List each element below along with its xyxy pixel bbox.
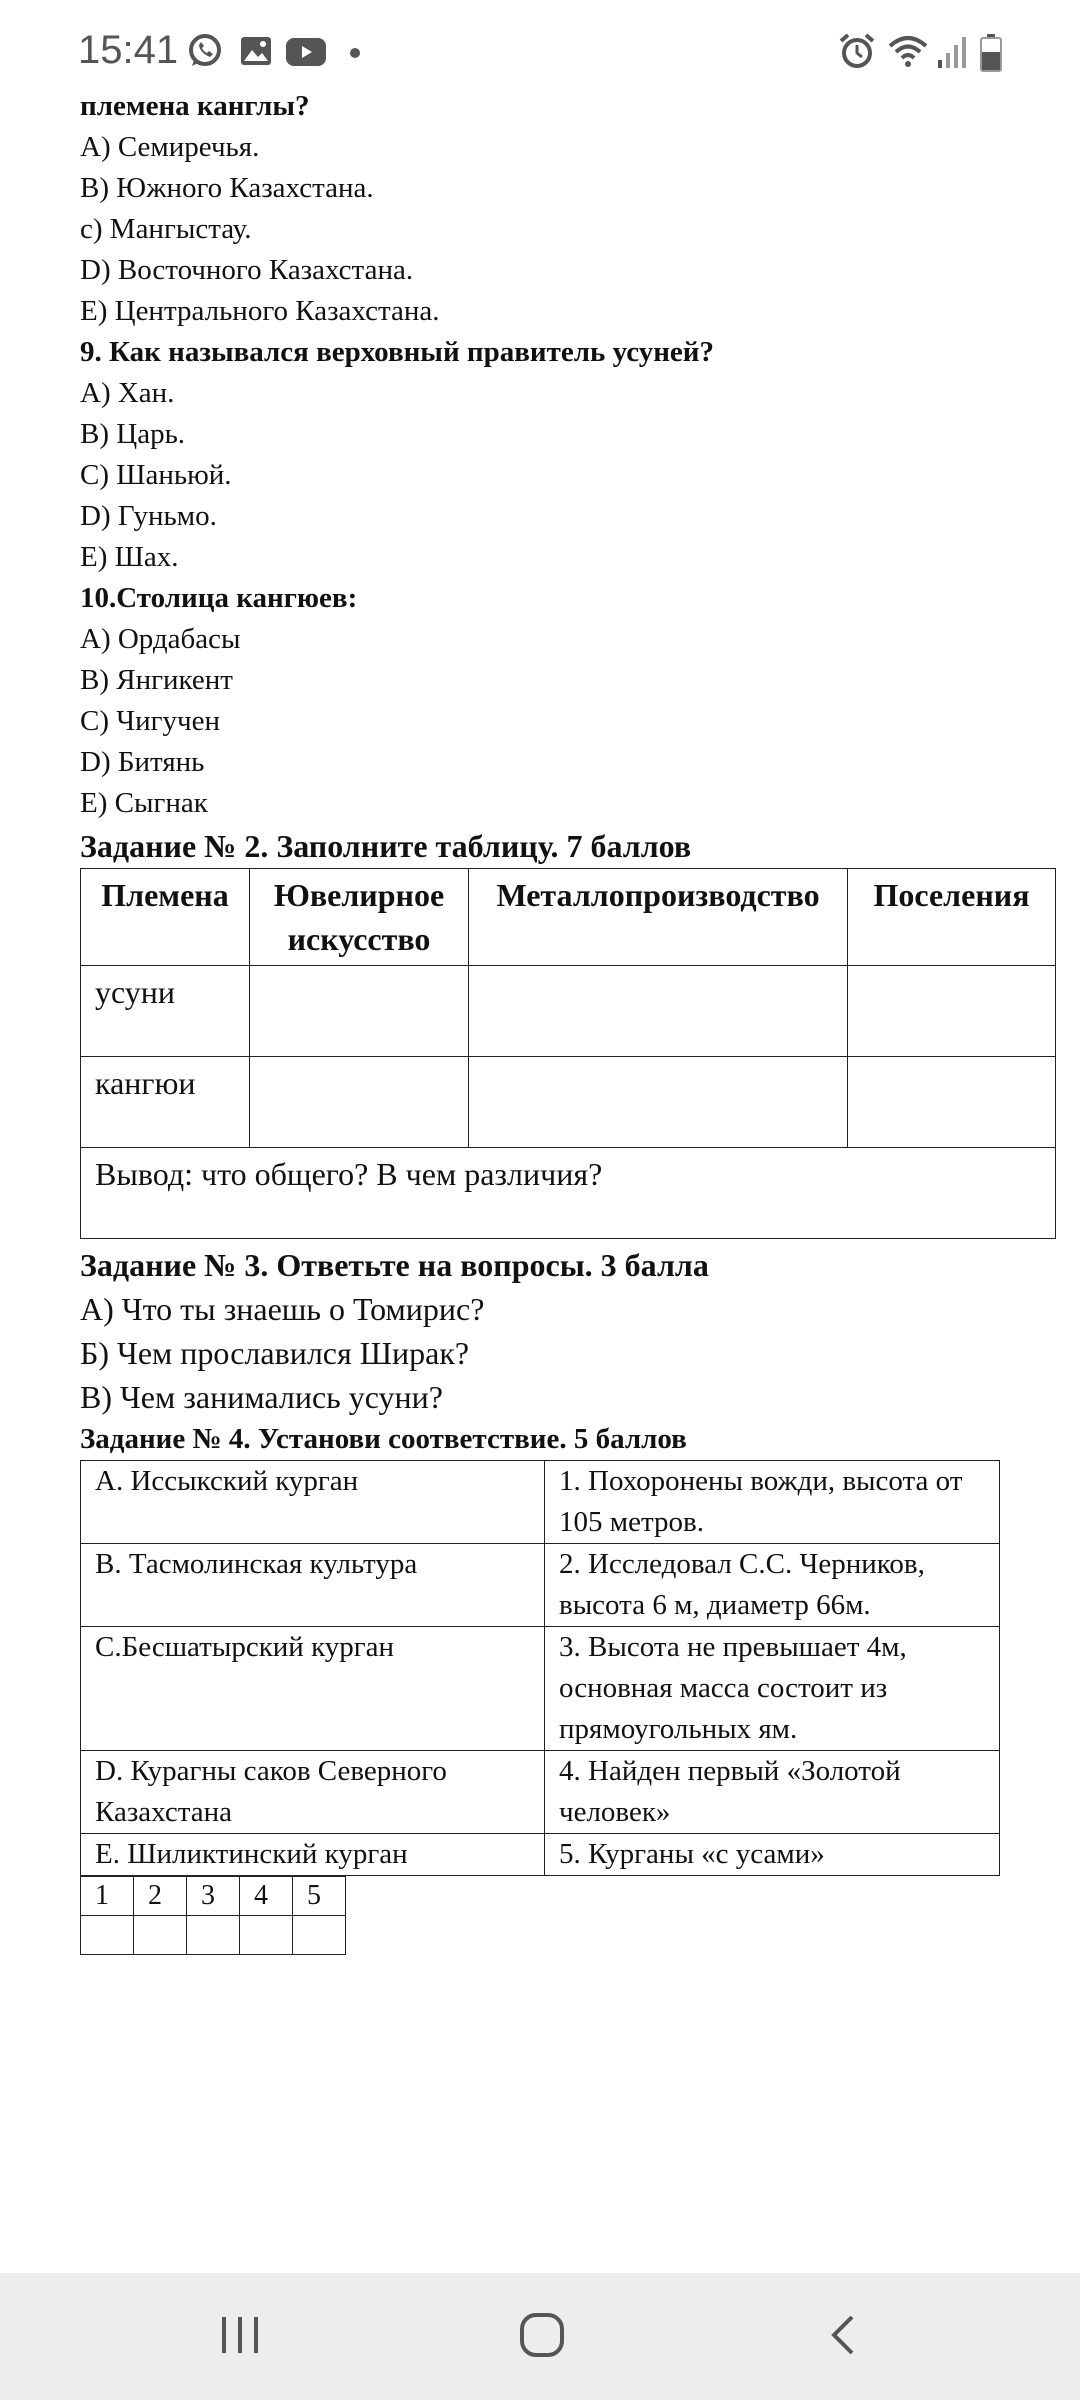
navigation-bar (0, 2273, 1080, 2400)
task-3-question: Б) Чем прославился Ширак? (80, 1335, 470, 1371)
answer-col-header: 3 (187, 1877, 240, 1916)
question-9: 9. Как назывался верховный правитель усуней? (80, 336, 714, 368)
task-2-title: Задание № 2. Заполните таблицу. 7 баллов (80, 828, 692, 864)
match-left: D. Курагны саков Северного Казахстана (81, 1751, 545, 1834)
match-right: 5. Курганы «с усами» (545, 1834, 1000, 1876)
tribe-cell: усуни (81, 966, 250, 1057)
q10-option: Е) Сыгнак (80, 787, 208, 819)
answer-cell[interactable] (240, 1916, 293, 1955)
question-8-tail: племена канглы? (80, 90, 310, 122)
answer-col-header: 4 (240, 1877, 293, 1916)
whatsapp-icon (186, 32, 224, 70)
dot-icon (350, 48, 360, 58)
table-header: Поселения (848, 869, 1056, 966)
task-3-title: Задание № 3. Ответьте на вопросы. 3 балла (80, 1247, 709, 1283)
table-header: Племена (81, 869, 250, 966)
alarm-icon (838, 32, 876, 70)
q8-option: B) Южного Казахстана. (80, 172, 374, 204)
status-bar (0, 0, 1080, 100)
match-right: 4. Найден первый «Золотой человек» (545, 1751, 1000, 1834)
empty-cell[interactable] (250, 1057, 469, 1148)
conclusion-cell[interactable]: Вывод: что общего? В чем различия? (81, 1148, 1056, 1239)
gallery-icon (240, 36, 272, 66)
question-10: 10.Столица кангюев: (80, 582, 358, 614)
answer-cell[interactable] (81, 1916, 134, 1955)
answer-col-header: 2 (134, 1877, 187, 1916)
q10-option: С) Чигучен (80, 705, 220, 737)
answer-col-header: 1 (81, 1877, 134, 1916)
match-right: 3. Высота не превышает 4м, основная масса состоит из прямоугольных ям. (545, 1627, 1000, 1751)
match-left: E. Шиликтинский курган (81, 1834, 545, 1876)
q10-option: В) Янгикент (80, 664, 233, 696)
wifi-icon (888, 34, 928, 68)
empty-cell[interactable] (848, 1057, 1056, 1148)
youtube-icon (286, 38, 326, 66)
match-left: B. Тасмолинская культура (81, 1544, 545, 1627)
back-icon[interactable] (826, 2313, 862, 2357)
q8-option: A) Семиречья. (80, 131, 260, 163)
answer-cell[interactable] (134, 1916, 187, 1955)
match-right: 2. Исследовал С.С. Черников, высота 6 м, диаметр 66м. (545, 1544, 1000, 1627)
q9-option: Е) Шах. (80, 541, 179, 573)
q8-option: D) Восточного Казахстана. (80, 254, 414, 286)
empty-cell[interactable] (250, 966, 469, 1057)
q10-option: А) Ордабасы (80, 623, 241, 655)
task-3-question: А) Что ты знаешь о Томирис? (80, 1291, 485, 1327)
q9-option: А) Хан. (80, 377, 175, 409)
task-4-title: Задание № 4. Установи соответствие. 5 баллов (80, 1423, 687, 1455)
recent-apps-icon[interactable] (218, 2313, 262, 2357)
q8-option: c) Мангыстау. (80, 213, 252, 245)
document-page[interactable] (80, 86, 1060, 1955)
answer-col-header: 5 (293, 1877, 346, 1916)
match-left: С.Бесшатырский курган (81, 1627, 545, 1751)
q9-option: С) Шаньюй. (80, 459, 232, 491)
answer-grid (80, 1876, 346, 1955)
match-right: 1. Похоронены вожди, высота от 105 метров. (545, 1461, 1000, 1544)
signal-icon (938, 36, 966, 68)
answer-cell[interactable] (293, 1916, 346, 1955)
empty-cell[interactable] (469, 1057, 848, 1148)
task-3-question: В) Чем занимались усуни? (80, 1379, 443, 1415)
empty-cell[interactable] (469, 966, 848, 1057)
battery-icon (980, 34, 1002, 72)
q8-option: E) Центрального Казахстана. (80, 295, 440, 327)
answer-cell[interactable] (187, 1916, 240, 1955)
table-header: Ювелирное искусство (250, 869, 469, 966)
match-left: A. Иссыкский курган (81, 1461, 545, 1544)
table-header: Металлопроизводство (469, 869, 848, 966)
tribe-cell: кангюи (81, 1057, 250, 1148)
home-icon[interactable] (518, 2311, 566, 2359)
q9-option: D) Гуньмо. (80, 500, 217, 532)
empty-cell[interactable] (848, 966, 1056, 1057)
task-2-table (80, 868, 1056, 1239)
status-time: 15:41 (78, 28, 179, 72)
task-4-table (80, 1460, 1000, 1876)
q9-option: В) Царь. (80, 418, 186, 450)
q10-option: D) Битянь (80, 746, 205, 778)
